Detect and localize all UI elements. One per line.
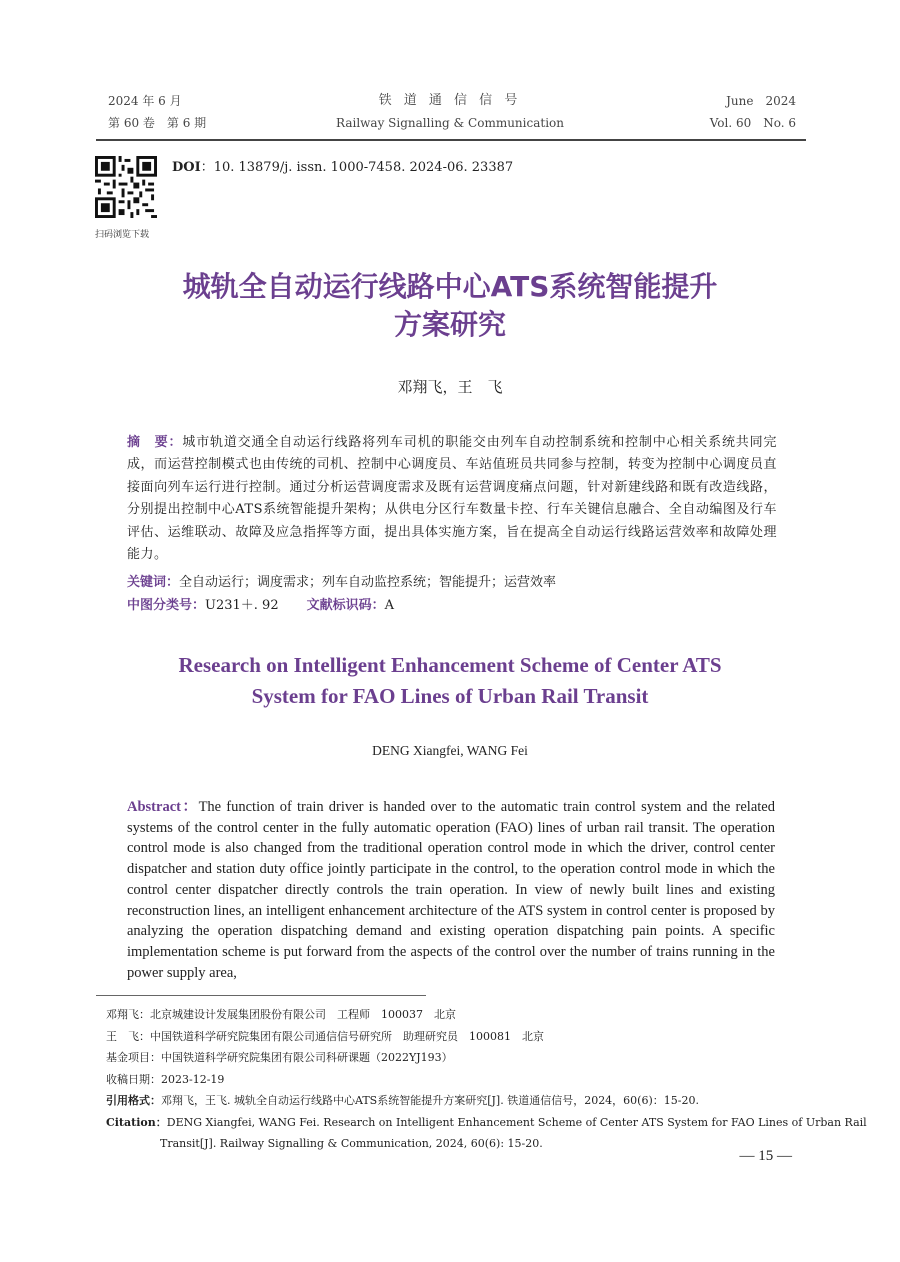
header-date-en: June 2024 [726,94,796,108]
header-rule [96,139,806,141]
abstract-cn-label: 摘 要： [127,435,183,450]
citation-en-text-line2: Transit[J]. Railway Signalling & Communication, 2024, 60(6): 15-20. [160,1137,543,1150]
paper-title-en [80,650,820,712]
footnote-rule [96,995,426,996]
keywords-cn-text: 全自动运行；调度需求；列车自动监控系统；智能提升；运营效率 [179,575,557,590]
paper-title-en-line1: Research on Intelligent Enhancement Scheme of Center ATS [178,653,722,677]
paper-title-en-line2: System for FAO Lines of Urban Rail Transit [251,684,649,708]
footnote-citation-en [106,1112,867,1134]
journal-date-volume [108,90,206,134]
abstract-cn-text: 城市轨道交通全自动运行线路将列车司机的职能交由列车自动控制系统和控制中心相关系统共同完成，而运营控制模式也由传统的司机、控制中心调度员、车站值班员共同参与控制，转变为控制中心调度员直接面向列车运行进行控制。通过分析运营调度需求及既有运营调度痛点问题，针对新建线路和既有改造线路，分别提出控制中心ATS系统智能提升架构；从供电分区行车数量卡控、行车关键信息融合、全自动编图及行车评估、运维联动、故障及应急指挥等方面，提出具体实施方案，旨在提高全自动运行线路运营效率和故障处理能力。 [127,435,777,563]
footnote-received: 收稿日期：2023-12-19 [106,1072,225,1086]
citation-en-text-line1: DENG Xiangfei, WANG Fei. Research on Intelligent Enhancement Scheme of Center ATS System for FAO Lines of Urban Rail [166,1115,867,1129]
paper-title-cn [80,268,820,344]
doi-label: DOI [172,160,201,175]
footnote-citation-cn [106,1090,806,1112]
qr-code-icon[interactable] [95,156,157,218]
keywords-cn [127,572,556,594]
doi [172,156,513,175]
header-date: 2024 年 6 月 [108,94,182,108]
footnote-author1: 邓翔飞：北京城建设计发展集团股份有限公司 工程师 100037 北京 [106,1008,456,1021]
abstract-cn [127,432,777,566]
paper-title-cn-line1: 城轨全自动运行线路中心ATS系统智能提升 [182,270,718,303]
footnote-author2: 王 飞：中国铁道科学研究院集团有限公司通信信号研究所 助理研究员 100081 北京 [106,1029,544,1043]
clc-label: 中图分类号： [127,598,206,613]
doc-code-label: 文献标识码： [306,598,385,613]
doi-value[interactable]: ：10. 13879/j. issn. 1000-7458. 2024-06. 23387 [200,160,514,175]
authors-en: DENG Xiangfei, WANG Fei [372,743,528,758]
page-number: — 15 — [739,1148,792,1164]
keywords-cn-label: 关键词： [127,575,180,590]
abstract-en-label: Abstract： [127,799,199,815]
header-volume-en: Vol. 60 No. 6 [709,116,796,130]
footnotes [106,1004,867,1155]
journal-name-en: Railway Signalling & Communication [336,116,564,130]
paper-title-cn-line2: 方案研究 [393,308,506,341]
journal-date-volume-en [710,90,796,134]
classification [127,595,394,617]
qr-caption: 扫码浏览下载 [95,230,150,240]
header-volume: 第 60 卷 第 6 期 [108,116,207,130]
authors-cn: 邓翔飞，王 飞 [397,378,503,396]
footnote-fund: 基金项目：中国铁道科学研究院集团有限公司科研课题（2022YJ193） [106,1051,453,1064]
abstract-en-text: The function of train driver is handed over to the automatic train control system and the related systems of the control center in the fully automatic operation (FAO) lines of urban rail transit. The operation control mode is also changed from the traditional operation control mode in which the driver, control center dispatcher and station duty office jointly participate in the control, to the operation control mode in which the control center dispatcher directly controls the train operation. In view of newly built lines and existing reconstruction lines, an intelligent enhancement architecture of the ATS system in control center is proposed by analyzing the operation dispatching demand and existing operation dispatching pain points. A specific implementation scheme is put forward from the aspects of the control over the number of trains running in the power supply area, [127,799,775,981]
doc-code-value: A [384,598,394,613]
citation-cn-text: 邓翔飞，王飞. 城轨全自动运行线路中心ATS系统智能提升方案研究[J]. 铁道通信信号，2024，60(6)：15-20. [161,1094,699,1107]
abstract-en [127,797,775,983]
citation-en-label: Citation： [106,1115,167,1129]
journal-name [300,90,600,134]
journal-name-cn: 铁 道 通 信 信 号 [378,93,522,108]
citation-cn-label: 引用格式： [106,1094,161,1107]
clc-value: U231＋. 92 [205,598,279,613]
